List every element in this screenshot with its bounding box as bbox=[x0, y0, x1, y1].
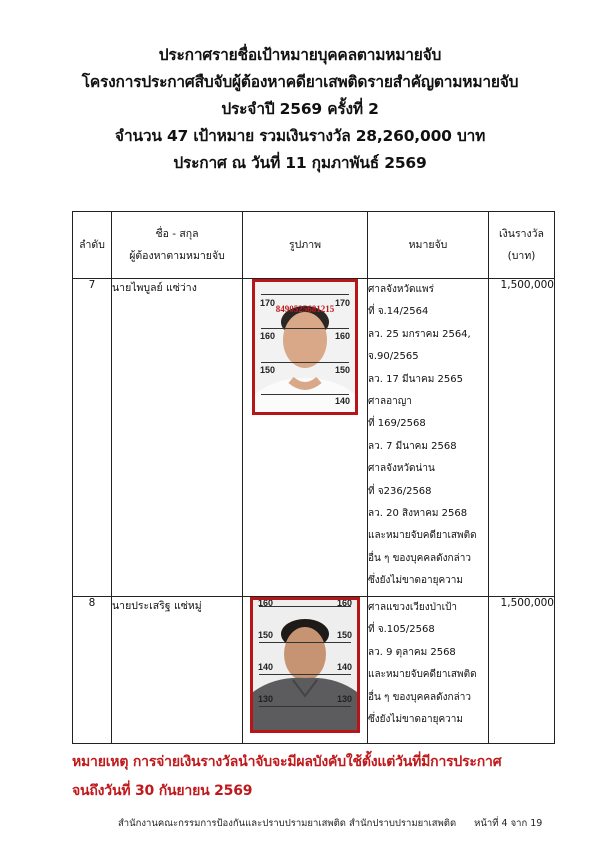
height-mark: 140 bbox=[334, 396, 350, 406]
row-warrant-details bbox=[368, 597, 489, 744]
height-mark: 140 bbox=[336, 662, 352, 672]
height-mark: 160 bbox=[334, 331, 350, 341]
height-line bbox=[261, 328, 349, 329]
height-mark: 170 bbox=[334, 298, 350, 308]
height-line bbox=[259, 642, 351, 643]
remark-note bbox=[72, 748, 501, 806]
height-line bbox=[261, 394, 349, 395]
column-header-warrant-label: หมายจับ bbox=[408, 239, 448, 251]
row-warrant-details bbox=[368, 279, 489, 597]
mugshot-photo bbox=[250, 597, 360, 733]
header-title: ประกาศรายชื่อเป้าหมายบุคคลตามหมายจับ bbox=[158, 46, 442, 64]
warrant-line: ลว. 9 ตุลาคม 2568 bbox=[368, 646, 456, 658]
warrant-line: และหมายจับคดียาเสพติด bbox=[368, 669, 477, 681]
column-header-order bbox=[73, 212, 112, 279]
mugshot-photo bbox=[252, 279, 358, 415]
height-mark: 160 bbox=[258, 598, 274, 608]
page-number: หน้าที่ 4 จาก 19 bbox=[474, 818, 543, 829]
height-line bbox=[259, 706, 351, 707]
height-mark: 130 bbox=[336, 694, 352, 704]
height-mark: 140 bbox=[258, 662, 274, 672]
header-year-round: ประจำปี 2569 ครั้งที่ 2 bbox=[221, 100, 379, 118]
row-photo-cell bbox=[243, 279, 368, 597]
warrant-line: อื่น ๆ ของบุคคลดังกล่าว bbox=[368, 691, 471, 703]
warrant-line: ที่ จ.105/2568 bbox=[368, 624, 435, 636]
warrant-line: จ.90/2565 bbox=[368, 351, 419, 363]
header-total-targets-reward: จำนวน 47 เป้าหมาย รวมเงินรางวัล 28,260,000 บาท bbox=[114, 127, 486, 145]
warrant-line: ลว. 17 มีนาคม 2565 bbox=[368, 373, 463, 385]
header-project: โครงการประกาศสืบจับผู้ต้องหาคดียาเสพติดรายสำคัญตามหมายจับ bbox=[81, 73, 519, 91]
row-order: 7 bbox=[73, 279, 112, 597]
warrant-line: ซึ่งยังไม่ขาดอายุความ bbox=[368, 575, 463, 587]
column-header-name bbox=[112, 212, 243, 279]
row-name: นายไพบูลย์ แซ่ว่าง bbox=[112, 279, 243, 597]
wanted-persons-table bbox=[72, 211, 555, 744]
height-line bbox=[261, 362, 349, 363]
height-mark: 150 bbox=[260, 365, 276, 375]
warrant-line: ลว. 20 สิงหาคม 2568 bbox=[368, 508, 468, 520]
height-mark: 150 bbox=[334, 365, 350, 375]
warrant-line: ซึ่งยังไม่ขาดอายุความ bbox=[368, 714, 463, 726]
row-order: 8 bbox=[73, 597, 112, 744]
mugshot-stamp-number: 8490525681215 bbox=[275, 304, 335, 314]
height-mark: 170 bbox=[260, 298, 276, 308]
height-mark: 160 bbox=[260, 331, 276, 341]
warrant-line: ลว. 25 มกราคม 2564, bbox=[368, 328, 471, 340]
table-header-row bbox=[73, 212, 555, 279]
footer-agency: สำนักงานคณะกรรมการป้องกันและปราบปรามยาเสพติด สำนักปราบปรามยาเสพติด bbox=[118, 818, 457, 829]
column-header-warrant bbox=[368, 212, 489, 279]
warrant-line: ที่ จ.14/2564 bbox=[368, 306, 429, 318]
column-header-reward-line2: (บาท) bbox=[507, 250, 536, 262]
column-header-order-label: ลำดับ bbox=[79, 239, 105, 251]
warrant-line: ศาลจังหวัดแพร่ bbox=[368, 284, 434, 295]
table-row bbox=[73, 279, 555, 597]
column-header-reward bbox=[489, 212, 555, 279]
column-header-photo bbox=[243, 212, 368, 279]
column-header-reward-line1: เงินรางวัล bbox=[499, 228, 544, 240]
table-row bbox=[73, 597, 555, 744]
height-mark: 150 bbox=[258, 630, 274, 640]
warrant-line: ที่ จ236/2568 bbox=[368, 485, 432, 497]
row-reward: 1,500,000 bbox=[489, 597, 555, 744]
warrant-line: ศาลแขวงเวียงป่าเป้า bbox=[368, 602, 457, 613]
height-mark: 130 bbox=[258, 694, 274, 704]
column-header-name-line2: ผู้ต้องหาตามหมายจับ bbox=[129, 250, 225, 262]
height-line bbox=[261, 294, 349, 295]
warrant-line: อื่น ๆ ของบุคคลดังกล่าว bbox=[368, 552, 471, 564]
warrant-line: ที่ 169/2568 bbox=[368, 418, 426, 430]
column-header-photo-label: รูปภาพ bbox=[288, 239, 322, 251]
warrant-line: ศาลจังหวัดน่าน bbox=[368, 463, 435, 475]
row-name: นายประเสริฐ แซ่หมู่ bbox=[112, 597, 243, 744]
height-mark: 160 bbox=[336, 598, 352, 608]
warrant-line: ศาลอาญา bbox=[368, 396, 412, 408]
column-header-name-line1: ชื่อ - สกุล bbox=[155, 228, 199, 240]
height-line bbox=[259, 674, 351, 675]
height-mark: 150 bbox=[336, 630, 352, 640]
remark-note-line1: หมายเหตุ การจ่ายเงินรางวัลนำจับจะมีผลบังคับใช้ตั้งแต่วันที่มีการประกาศ bbox=[72, 754, 502, 770]
header-announcement-date: ประกาศ ณ วันที่ 11 กุมภาพันธ์ 2569 bbox=[173, 154, 427, 172]
row-reward: 1,500,000 bbox=[489, 279, 555, 597]
page-footer bbox=[118, 816, 542, 831]
remark-note-line2: จนถึงวันที่ 30 กันยายน 2569 bbox=[72, 783, 253, 799]
announcement-header bbox=[0, 42, 600, 177]
warrant-line: และหมายจับคดียาเสพติด bbox=[368, 530, 477, 542]
row-photo-cell bbox=[243, 597, 368, 744]
warrant-line: ลว. 7 มีนาคม 2568 bbox=[368, 440, 457, 452]
